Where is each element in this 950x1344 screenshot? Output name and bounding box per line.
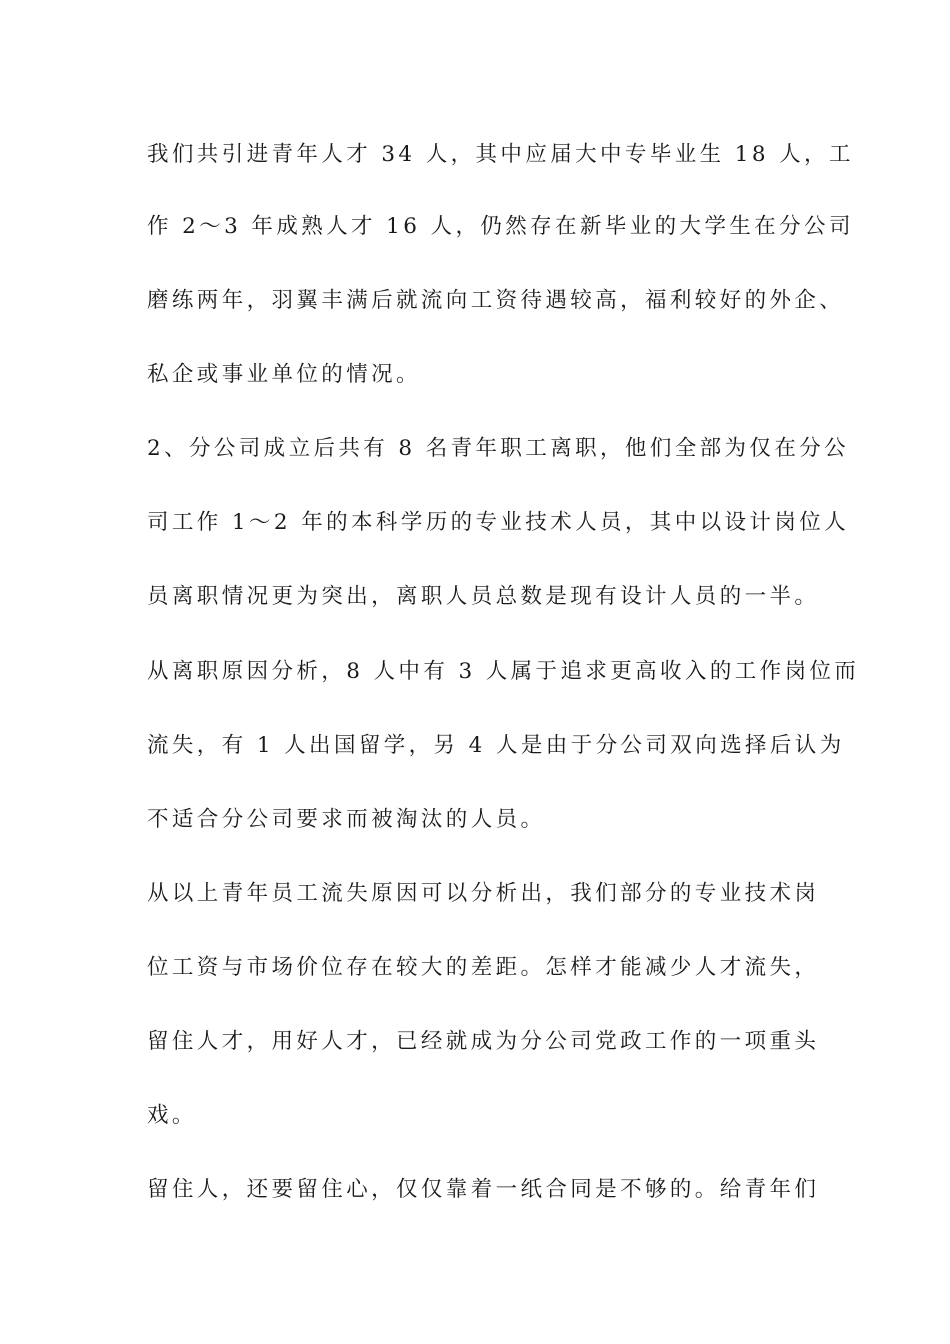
text-line: 作 2～3 年成熟人才 16 人，仍然存在新毕业的大学生在分公司 xyxy=(147,214,854,239)
text-line: 我们共引进青年人才 34 人，其中应届大中专毕业生 18 人，工 xyxy=(147,142,854,167)
text-line: 流失，有 1 人出国留学，另 4 人是由于分公司双向选择后认为 xyxy=(147,733,845,758)
text-line: 位工资与市场价位存在较大的差距。怎样才能减少人才流失， xyxy=(147,955,820,980)
text-line: 留住人，还要留住心，仅仅靠着一纸合同是不够的。给青年们 xyxy=(147,1177,820,1202)
text-line: 戏。 xyxy=(147,1103,197,1128)
text-line: 从以上青年员工流失原因可以分析出，我们部分的专业技术岗 xyxy=(147,881,820,906)
text-line: 从离职原因分析，8 人中有 3 人属于追求更高收入的工作岗位而 xyxy=(147,659,860,684)
text-line: 司工作 1～2 年的本科学历的专业技术人员，其中以设计岗位人 xyxy=(147,510,850,535)
text-line: 留住人才，用好人才，已经就成为分公司党政工作的一项重头 xyxy=(147,1029,820,1054)
text-line: 2、分公司成立后共有 8 名青年职工离职，他们全部为仅在分公 xyxy=(147,436,850,461)
text-line: 私企或事业单位的情况。 xyxy=(147,362,421,387)
text-line: 员离职情况更为突出，离职人员总数是现有设计人员的一半。 xyxy=(147,584,820,609)
text-line: 磨练两年，羽翼丰满后就流向工资待遇较高，福利较好的外企、 xyxy=(147,288,845,313)
text-line: 不适合分公司要求而被淘汰的人员。 xyxy=(147,807,546,832)
